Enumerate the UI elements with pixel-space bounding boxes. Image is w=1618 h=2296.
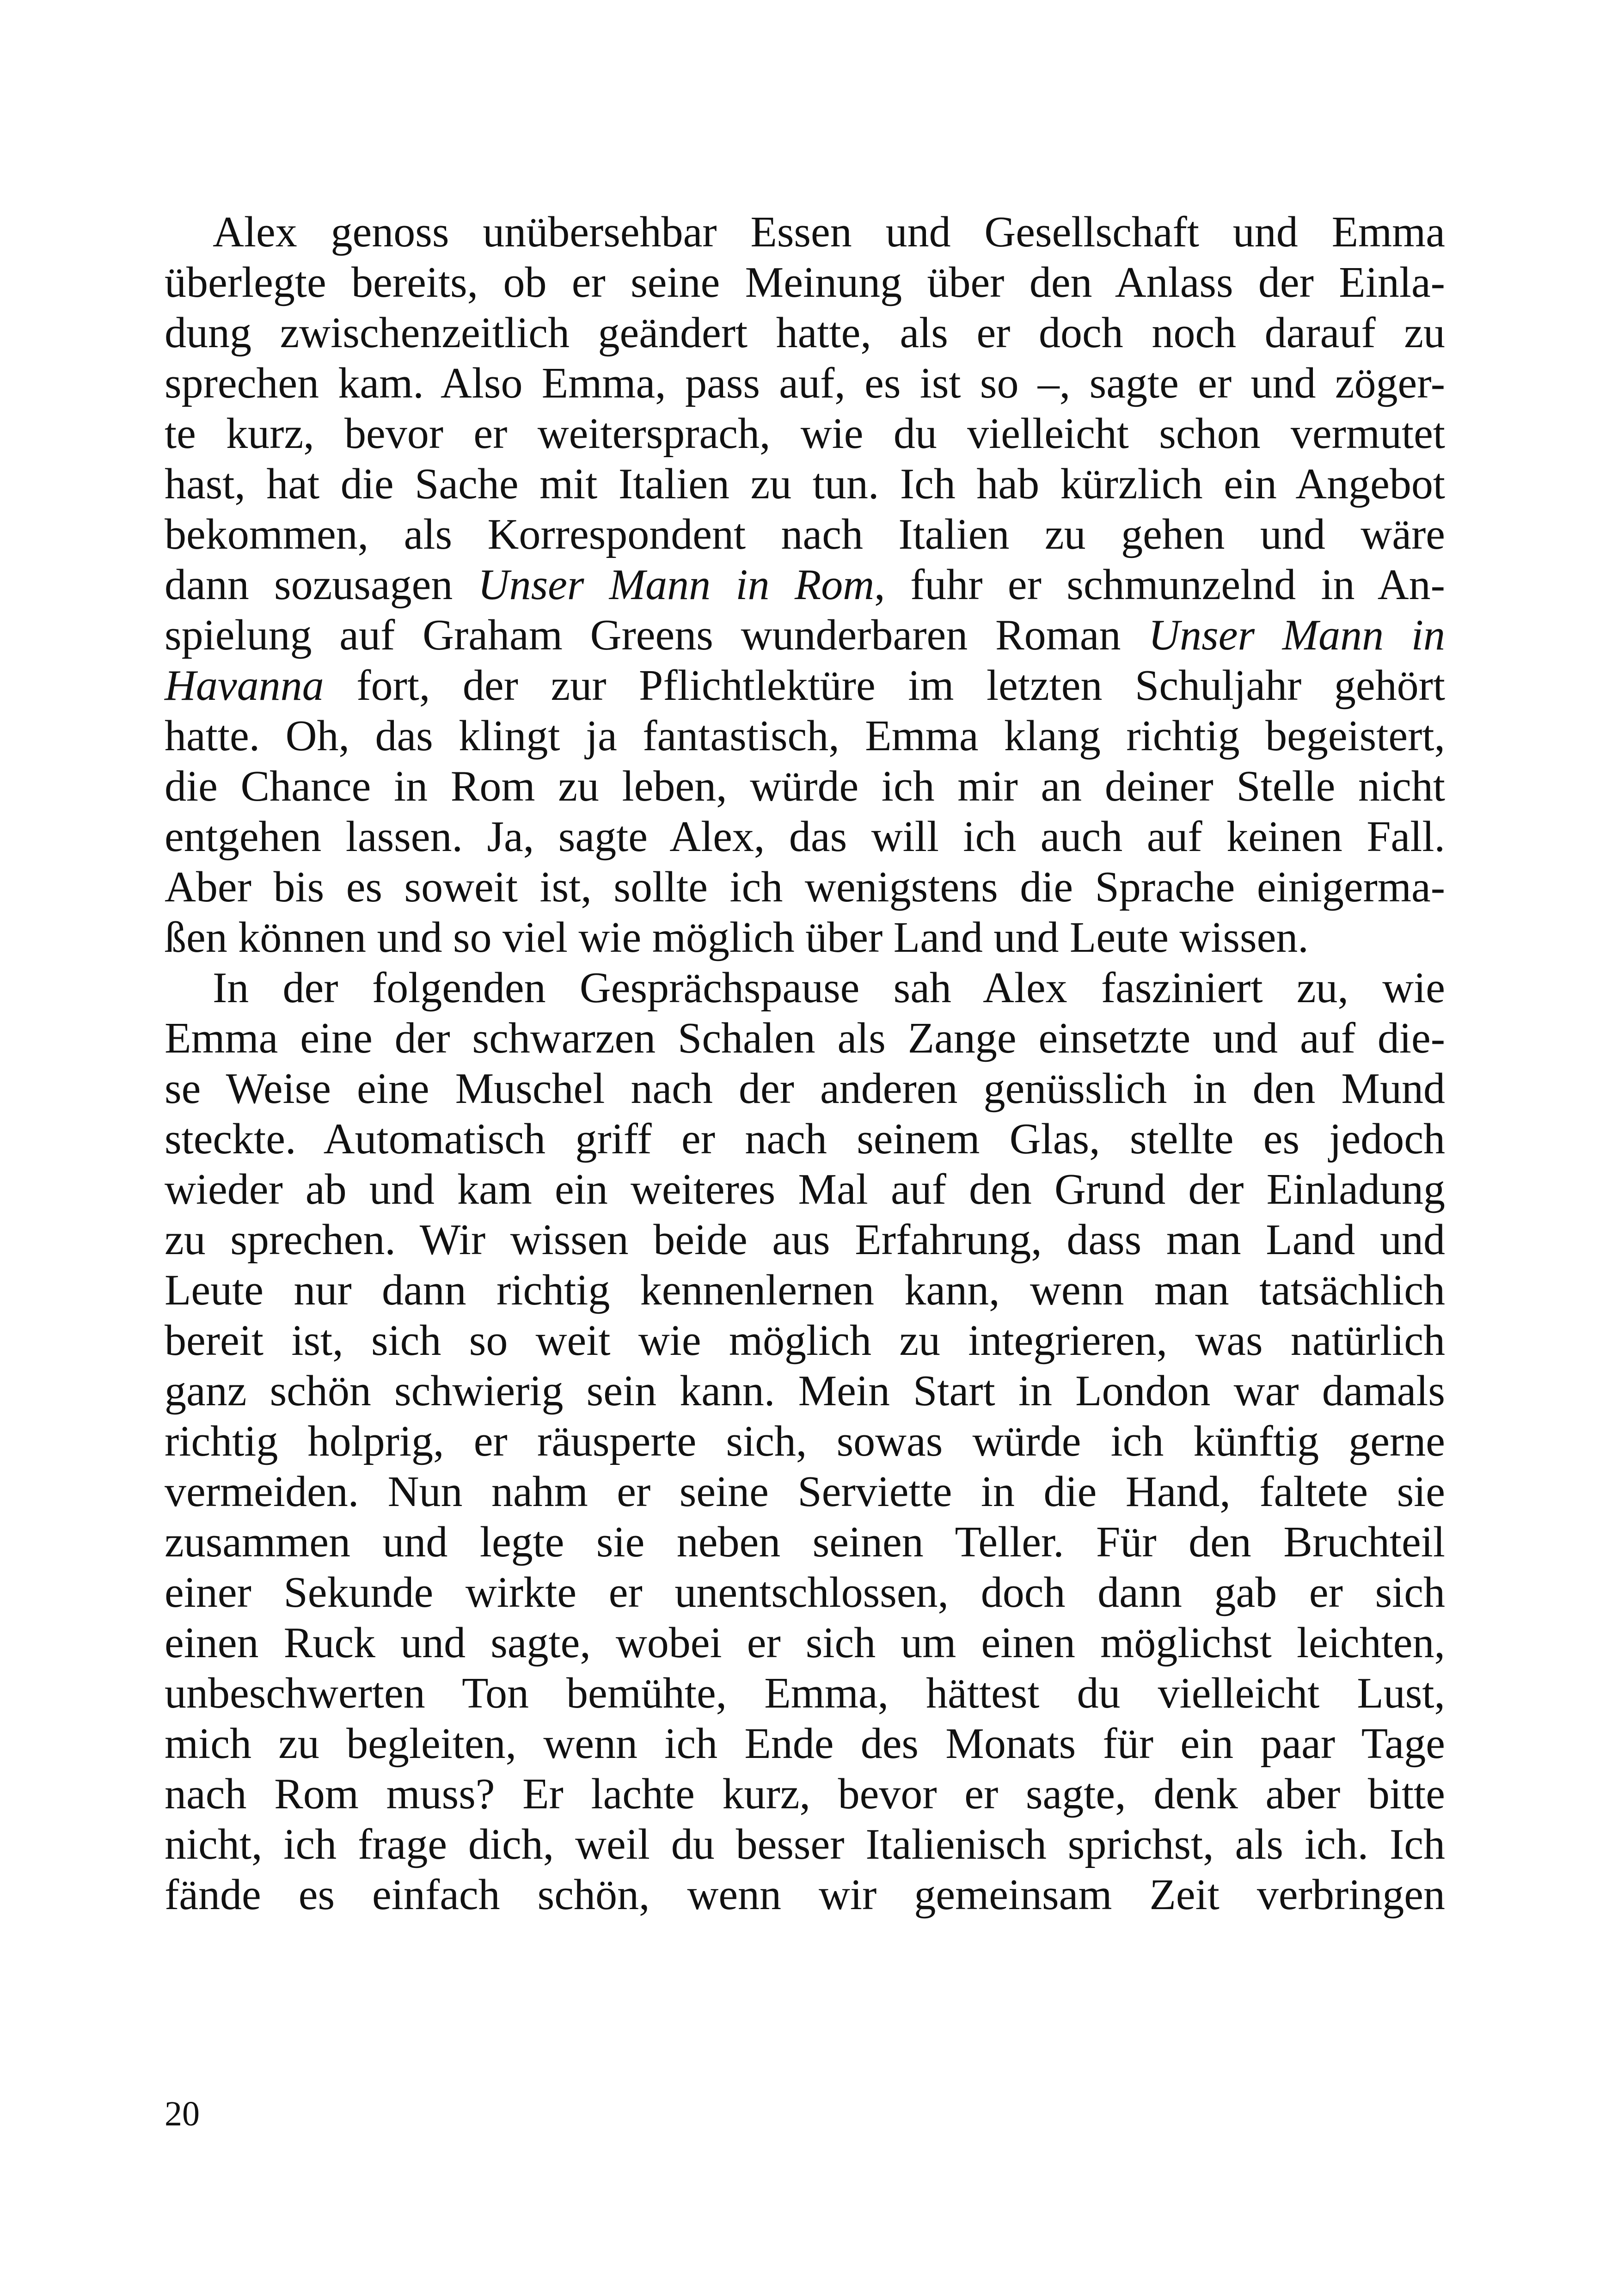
- text-line: steckte. Automatisch griff er nach seinem Glas, stellte es jedoch: [165, 1115, 1445, 1163]
- text-line: bereit ist, sich so weit wie möglich zu integrieren, was natürlich: [165, 1316, 1445, 1365]
- text-line: Leute nur dann richtig kennenlernen kann, wenn man tatsächlich: [165, 1266, 1445, 1314]
- text-line: zusammen und legte sie neben seinen Teller. Für den Bruchteil: [165, 1518, 1445, 1566]
- text-line: Aber bis es soweit ist, sollte ich wenigstens die Sprache einigerma-: [165, 863, 1445, 911]
- text-line: fände es einfach schön, wenn wir gemeinsam Zeit verbringen: [165, 1871, 1445, 1919]
- text-line: ganz schön schwierig sein kann. Mein Start in London war damals: [165, 1367, 1445, 1415]
- text-line: In der folgenden Gesprächspause sah Alex fasziniert zu, wie: [213, 964, 1445, 1012]
- text-line: unbeschwerten Ton bemühte, Emma, hättest du vielleicht Lust,: [165, 1669, 1445, 1717]
- text-line: nicht, ich frage dich, weil du besser Italienisch sprichst, als ich. Ich: [165, 1820, 1445, 1868]
- text-line: [165, 610, 1445, 661]
- text-line: bekommen, als Korrespondent nach Italien zu gehen und wäre: [165, 510, 1445, 558]
- text-line: se Weise eine Muschel nach der anderen genüsslich in den Mund: [165, 1065, 1445, 1113]
- text-segment: dann sozusagen: [165, 561, 478, 609]
- text-line: zu sprechen. Wir wissen beide aus Erfahrung, dass man Land und: [165, 1216, 1445, 1264]
- book-title-italic: Unser Mann in: [1148, 611, 1445, 659]
- text-line: te kurz, bevor er weitersprach, wie du vielleicht schon vermutet: [165, 410, 1445, 458]
- text-line: richtig holprig, er räusperte sich, sowas würde ich künftig gerne: [165, 1417, 1445, 1465]
- text-line: die Chance in Rom zu leben, würde ich mir an deiner Stelle nicht: [165, 762, 1445, 810]
- book-title-italic: Havanna: [165, 661, 324, 710]
- text-line: dung zwischenzeitlich geändert hatte, als er doch noch darauf zu: [165, 309, 1445, 357]
- text-line: hatte. Oh, das klingt ja fantastisch, Emma klang richtig begeistert,: [165, 712, 1445, 760]
- text-line: ßen können und so viel wie möglich über Land und Leute wissen.: [165, 913, 1309, 961]
- text-line: Emma eine der schwarzen Schalen als Zange einsetzte und auf die-: [165, 1014, 1445, 1062]
- text-segment: fort, der zur Pflichtlektüre im letzten Schuljahr gehört: [324, 661, 1445, 710]
- text-segment: , fuhr er schmunzelnd in An-: [874, 561, 1445, 609]
- text-line: sprechen kam. Also Emma, pass auf, es ist so –, sagte er und zöger-: [165, 359, 1445, 407]
- text-line: vermeiden. Nun nahm er seine Serviette in die Hand, faltete sie: [165, 1468, 1445, 1516]
- text-line: überlegte bereits, ob er seine Meinung über den Anlass der Einla-: [165, 258, 1445, 306]
- page-number: 20: [165, 2094, 200, 2133]
- text-line: hast, hat die Sache mit Italien zu tun. Ich hab kürzlich ein Angebot: [165, 460, 1445, 508]
- text-line: einer Sekunde wirkte er unentschlossen, doch dann gab er sich: [165, 1568, 1445, 1616]
- text-line: [165, 661, 1445, 711]
- book-title-italic: Unser Mann in Rom: [478, 561, 875, 609]
- body-text: [165, 207, 1445, 1920]
- text-line: wieder ab und kam ein weiteres Mal auf den Grund der Einladung: [165, 1165, 1445, 1213]
- text-line: einen Ruck und sagte, wobei er sich um einen möglichst leichten,: [165, 1619, 1445, 1667]
- text-segment: spielung auf Graham Greens wunderbaren Roman: [165, 611, 1149, 659]
- text-line: nach Rom muss? Er lachte kurz, bevor er sagte, denk aber bitte: [165, 1770, 1445, 1818]
- text-line: mich zu begleiten, wenn ich Ende des Monats für ein paar Tage: [165, 1720, 1445, 1768]
- text-line: [165, 560, 1445, 610]
- text-line: Alex genoss unübersehbar Essen und Gesellschaft und Emma: [213, 208, 1445, 256]
- text-line: entgehen lassen. Ja, sagte Alex, das will ich auch auf keinen Fall.: [165, 813, 1445, 861]
